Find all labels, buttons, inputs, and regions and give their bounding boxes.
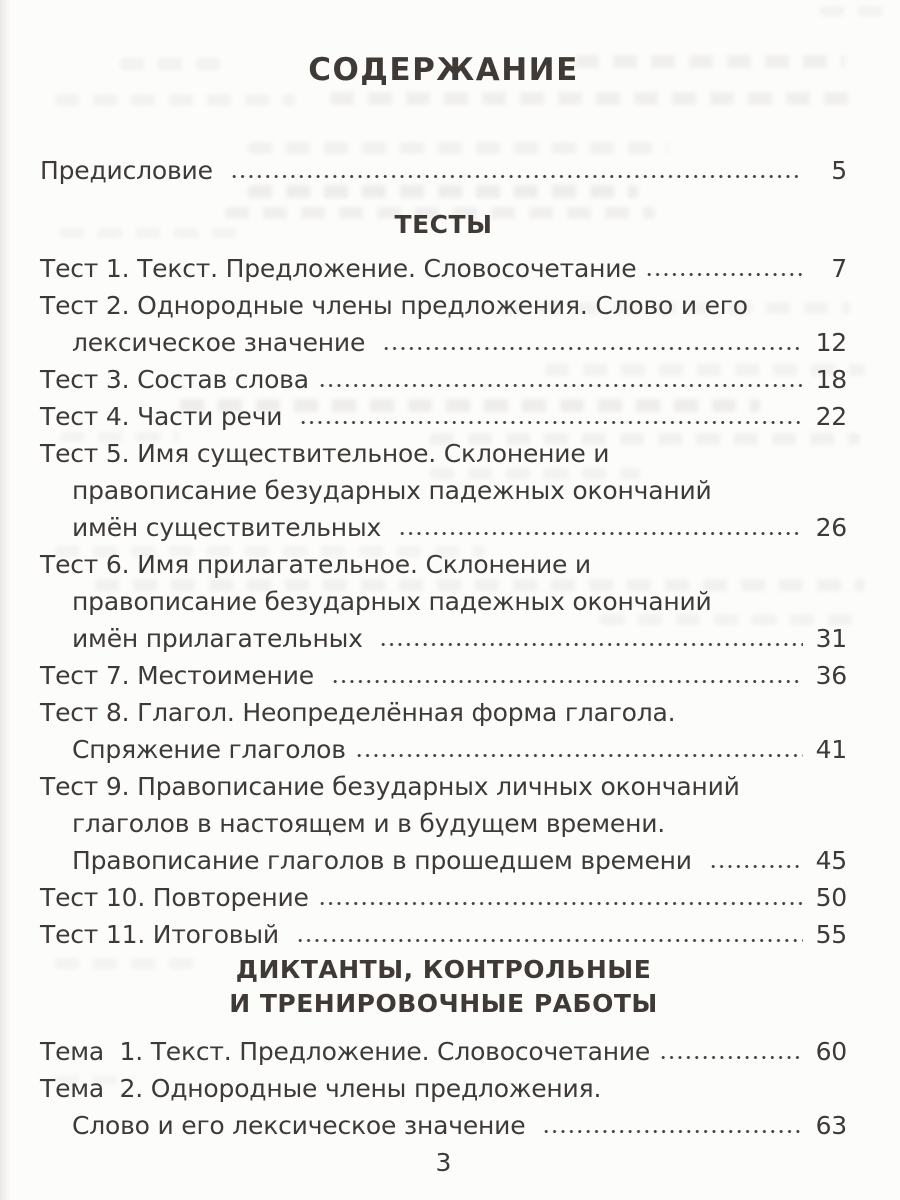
- toc-entry: [40, 546, 847, 657]
- bleedthrough-artifact: [820, 6, 895, 16]
- toc-section: [40, 208, 847, 953]
- entry-text: Тест 2. Однородные члены предложения. Слово и его: [40, 291, 748, 320]
- entry-line: [40, 1070, 847, 1107]
- entry-line: [40, 916, 847, 953]
- entry-line: [40, 435, 847, 472]
- entry-text: Тест 7. Местоимение: [40, 661, 322, 690]
- entry-line: [40, 731, 847, 768]
- entry-text: правописание безударных падежных окончаний: [72, 587, 712, 616]
- entry-text: Тест 5. Имя существительное. Склонение и: [40, 439, 610, 468]
- dot-leader: [396, 531, 803, 536]
- entry-page-number: 12: [815, 328, 847, 357]
- entry-text: Правописание глаголов в прошедшем времени: [72, 846, 700, 875]
- entry-text: Тест 10. Повторение: [40, 883, 309, 912]
- entry-line: [40, 546, 847, 583]
- toc-entry: [40, 879, 847, 916]
- entry-text: Слово и его лексическое значение: [72, 1111, 534, 1140]
- toc-section: [40, 152, 847, 189]
- dot-leader: [316, 383, 803, 388]
- entry-page-number: 55: [815, 920, 847, 949]
- entry-line: [40, 287, 847, 324]
- entry-text: Тест 8. Глагол. Неопределённая форма глагола.: [40, 698, 676, 727]
- toc-entry: [40, 1033, 847, 1070]
- entry-line: [40, 583, 847, 620]
- entry-page-number: 45: [815, 846, 847, 875]
- entry-page-number: 36: [815, 661, 847, 690]
- toc-entry: [40, 398, 847, 435]
- entry-line: [40, 152, 847, 189]
- entry-line: [40, 1107, 847, 1144]
- dot-leader: [657, 1055, 803, 1060]
- section-heading: [40, 953, 847, 1021]
- entry-line: [40, 1033, 847, 1070]
- toc-entry: [40, 361, 847, 398]
- dot-leader: [540, 1129, 803, 1134]
- dot-leader: [294, 938, 803, 943]
- entry-text: Тест 11. Итоговый: [40, 920, 287, 949]
- entry-page-number: 63: [815, 1111, 847, 1140]
- section-heading-text: ТЕСТЫ: [394, 210, 493, 239]
- entry-page-number: 5: [831, 156, 847, 185]
- entry-page-number: 60: [815, 1037, 847, 1066]
- dot-leader: [353, 753, 803, 758]
- entry-text: Тест 6. Имя прилагательное. Склонение и: [40, 550, 591, 579]
- entry-text: лексическое значение: [72, 328, 373, 357]
- table-of-contents: [40, 152, 847, 1144]
- dot-leader: [377, 642, 803, 647]
- toc-entry: [40, 657, 847, 694]
- toc-entry: [40, 287, 847, 361]
- entry-text: глаголов в настоящем и в будущем времени.: [72, 809, 666, 838]
- entry-text: имён прилагательных: [72, 624, 371, 653]
- entry-page-number: 41: [815, 735, 847, 764]
- entry-line: [40, 768, 847, 805]
- entry-line: [40, 398, 847, 435]
- entry-line: [40, 805, 847, 842]
- dot-leader: [707, 864, 803, 869]
- entry-page-number: 50: [815, 883, 847, 912]
- dot-leader: [297, 420, 803, 425]
- entry-page-number: 31: [815, 624, 847, 653]
- toc-entry: [40, 694, 847, 768]
- entry-text: Тест 1. Текст. Предложение. Словосочетание: [40, 254, 637, 283]
- entry-line: [40, 657, 847, 694]
- page-title: СОДЕРЖАНИЕ: [308, 52, 579, 88]
- entry-line: [40, 361, 847, 398]
- section-heading-text: И ТРЕНИРОВОЧНЫЕ РАБОТЫ: [229, 989, 658, 1018]
- entry-text: Тест 3. Состав слова: [40, 365, 309, 394]
- toc-entry: [40, 250, 847, 287]
- entry-text: Спряжение глаголов: [72, 735, 346, 764]
- entry-line: [40, 694, 847, 731]
- entry-page-number: 26: [815, 513, 847, 542]
- dot-leader: [643, 272, 803, 277]
- section-heading-text: ДИКТАНТЫ, КОНТРОЛЬНЫЕ: [235, 955, 652, 984]
- dot-leader: [228, 174, 803, 179]
- entry-text: правописание безударных падежных окончаний: [72, 476, 712, 505]
- entry-text: Предисловие: [40, 156, 221, 185]
- toc-entry: [40, 435, 847, 546]
- entry-line: [40, 842, 847, 879]
- page-content: [40, 50, 847, 1177]
- entry-line: [40, 472, 847, 509]
- entry-line: [40, 509, 847, 546]
- entry-text: Тема 1. Текст. Предложение. Словосочетание: [40, 1037, 651, 1066]
- entry-line: [40, 324, 847, 361]
- entry-text: Тема 2. Однородные члены предложения.: [40, 1074, 602, 1103]
- dot-leader: [380, 346, 803, 351]
- folio-page-number: 3: [435, 1148, 452, 1177]
- entry-text: имён существительных: [72, 513, 389, 542]
- toc-entry: [40, 1070, 847, 1144]
- dot-leader: [316, 901, 803, 906]
- entry-page-number: 18: [815, 365, 847, 394]
- entry-line: [40, 250, 847, 287]
- entry-text: Тест 4. Части речи: [40, 402, 291, 431]
- entry-text: Тест 9. Правописание безударных личных окончаний: [40, 772, 740, 801]
- toc-entry: [40, 916, 847, 953]
- toc-section: [40, 953, 847, 1144]
- toc-entry: [40, 152, 847, 189]
- entry-page-number: 7: [831, 254, 847, 283]
- entry-line: [40, 620, 847, 657]
- dot-leader: [329, 679, 803, 684]
- entry-page-number: 22: [815, 402, 847, 431]
- section-heading: [40, 208, 847, 242]
- toc-entry: [40, 768, 847, 879]
- entry-line: [40, 879, 847, 916]
